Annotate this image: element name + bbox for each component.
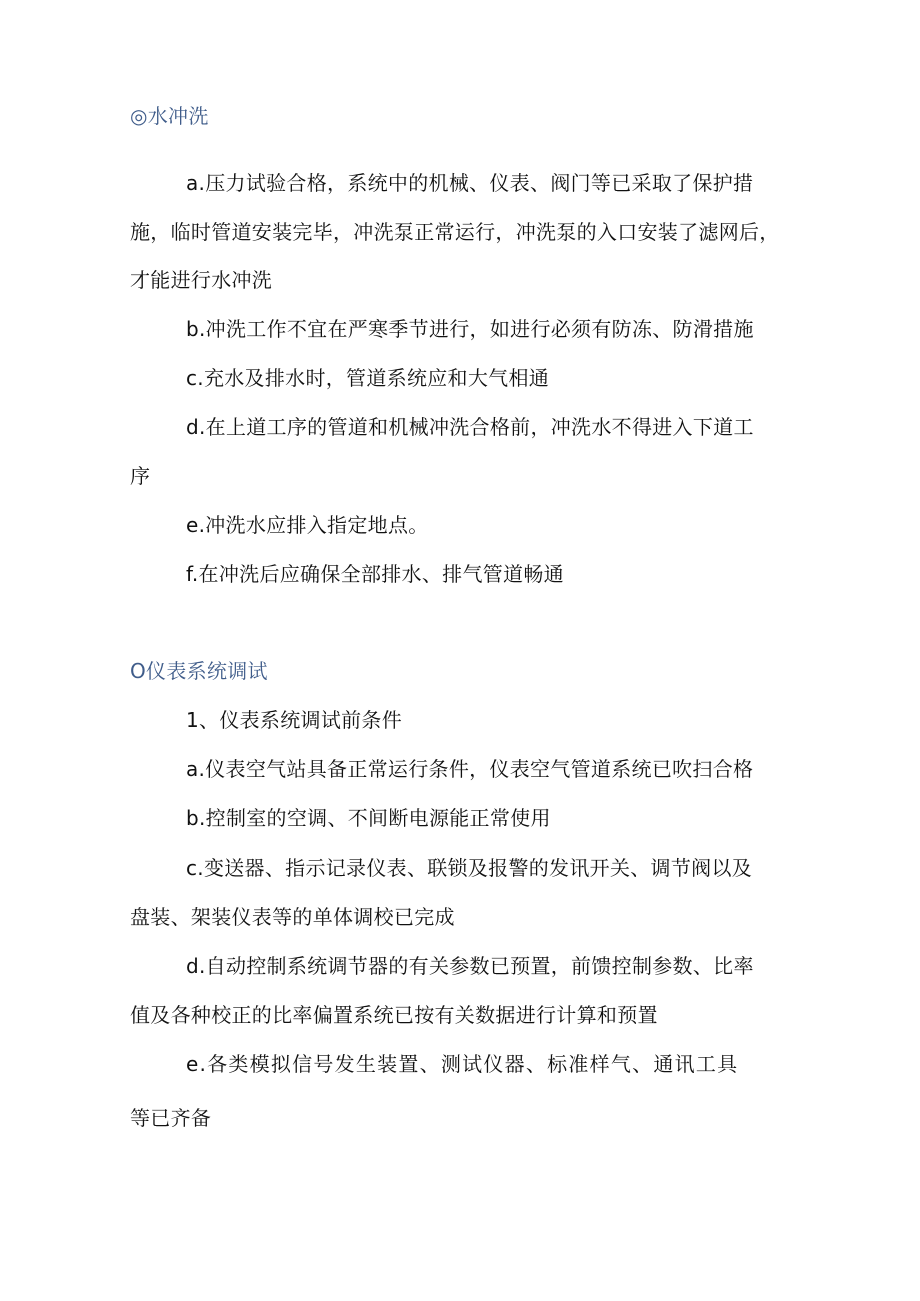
- paragraph-line: a.仪表空气站具备正常运行条件，仪表空气管道系统已吹扫合格: [186, 757, 754, 781]
- paragraph-line: 序: [130, 464, 151, 488]
- paragraph-line: d.自动控制系统调节器的有关参数已预置，前馈控制参数、比率: [186, 954, 754, 978]
- paragraph-line: c.充水及排水时，管道系统应和大气相通: [186, 366, 550, 390]
- paragraph-line: 才能进行水冲洗: [130, 268, 273, 292]
- paragraph-line: 盘装、架装仪表等的单体调校已完成: [130, 905, 455, 929]
- paragraph-line: 值及各种校正的比率偏置系统已按有关数据进行计算和预置: [130, 1003, 658, 1027]
- subheading: 1、仪表系统调试前条件: [186, 708, 403, 732]
- paragraph-line: c.变送器、指示记录仪表、联锁及报警的发讯开关、调节阀以及: [186, 856, 753, 880]
- paragraph-line: b.控制室的空调、不间断电源能正常使用: [186, 806, 551, 830]
- paragraph-line: b.冲洗工作不宜在严寒季节进行，如进行必须有防冻、防滑措施: [186, 317, 754, 341]
- section-heading-water-flush: ◎水冲洗: [130, 104, 209, 128]
- paragraph-line: 施，临时管道安装完毕，冲洗泵正常运行，冲洗泵的入口安装了滤网后，: [130, 220, 780, 244]
- paragraph-line: d.在上道工序的管道和机械冲洗合格前，冲洗水不得进入下道工: [186, 415, 754, 439]
- section-heading-instrument-debug: O仪表系统调试: [130, 659, 268, 683]
- paragraph-line: e.冲洗水应排入指定地点。: [186, 513, 429, 537]
- paragraph-line: f.在冲洗后应确保全部排水、排气管道畅通: [186, 562, 564, 586]
- paragraph-line: a.压力试验合格，系统中的机械、仪表、阀门等已采取了保护措: [186, 171, 754, 195]
- paragraph-line: 等已齐备: [130, 1106, 212, 1130]
- paragraph-line: e.各类模拟信号发生装置、测试仪器、标准样气、通讯工具: [186, 1052, 739, 1076]
